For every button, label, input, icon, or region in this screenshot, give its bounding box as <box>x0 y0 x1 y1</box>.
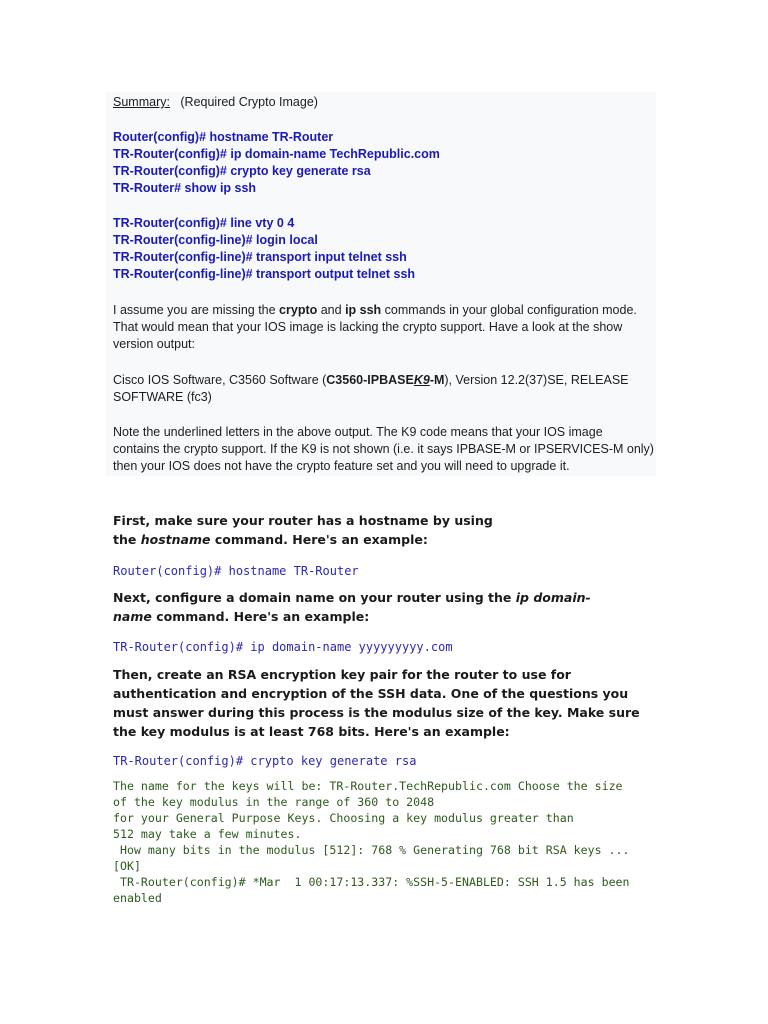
summary-heading <box>113 94 318 111</box>
summary-paragraph-line: That would mean that your IOS image is lacking the crypto support. Have a look at the show <box>113 320 623 334</box>
summary-command: Router(config)# hostname TR-Router <box>113 130 334 144</box>
summary-note: (Required Crypto Image) <box>180 95 318 109</box>
k9-underlined: K9 <box>413 373 430 387</box>
summary-paragraph-line: then your IOS does not have the crypto feature set and you will need to upgrade it. <box>113 459 570 473</box>
text-run: ), Version 12.2(37)SE, RELEASE <box>444 373 629 387</box>
summary-command: TR-Router(config)# ip domain-name TechRepublic.com <box>113 147 440 161</box>
text-run: Cisco IOS Software, C3560 Software ( <box>113 373 327 387</box>
article-paragraph-line: must answer during this process is the modulus size of the key. Make sure <box>113 705 640 720</box>
output-line: for your General Purpose Keys. Choosing a key modulus greater than <box>113 811 574 825</box>
output-line: TR-Router(config)# *Mar 1 00:17:13.337: %SSH-5-ENABLED: SSH 1.5 has been <box>113 875 630 889</box>
output-line: [OK] <box>113 859 141 873</box>
output-line: of the key modulus in the range of 360 to 2048 <box>113 795 435 809</box>
text-run-bold: -M <box>429 373 445 387</box>
summary-command: TR-Router# show ip ssh <box>113 181 257 195</box>
text-run: I assume you are missing the <box>113 303 280 317</box>
summary-paragraph-line: version output: <box>113 337 195 351</box>
summary-command: TR-Router(config-line)# login local <box>113 233 318 247</box>
article-paragraph-line <box>113 588 591 607</box>
output-line: enabled <box>113 891 162 905</box>
article-paragraph-line <box>113 607 369 626</box>
summary-paragraph-line: Note the underlined letters in the above output. The K9 code means that your IOS image <box>113 425 603 439</box>
code-line: TR-Router(config)# ip domain-name yyyyyyyyy.com <box>113 640 453 654</box>
code-line: Router(config)# hostname TR-Router <box>113 564 359 578</box>
text-run: and <box>317 303 346 317</box>
summary-paragraph-line <box>113 302 637 319</box>
article-paragraph-line <box>113 530 428 549</box>
text-run: Next, configure a domain name on your router using the <box>113 590 516 605</box>
text-run-italic: name <box>113 609 152 624</box>
text-run: command. Here's an example: <box>151 609 370 624</box>
output-line: The name for the keys will be: TR-Router.TechRepublic.com Choose the size <box>113 779 623 793</box>
summary-command: TR-Router(config-line)# transport input telnet ssh <box>113 250 407 264</box>
text-run-italic: ip domain- <box>515 590 591 605</box>
text-run: commands in your global configuration mode. <box>381 303 637 317</box>
output-line: 512 may take a few minutes. <box>113 827 302 841</box>
summary-command: TR-Router(config)# line vty 0 4 <box>113 216 295 230</box>
article-paragraph-line: First, make sure your router has a hostname by using <box>113 513 493 528</box>
article-paragraph-line: Then, create an RSA encryption key pair for the router to use for <box>113 667 571 682</box>
summary-paragraph-line: contains the crypto support. If the K9 is not shown (i.e. it says IPBASE-M or IPSERVICES-M only) <box>113 442 654 456</box>
text-run: the <box>113 532 141 547</box>
summary-command: TR-Router(config-line)# transport output telnet ssh <box>113 267 416 281</box>
summary-command: TR-Router(config)# crypto key generate rsa <box>113 164 371 178</box>
text-run-bold: crypto <box>279 303 318 317</box>
article-paragraph-line: the key modulus is at least 768 bits. Here's an example: <box>113 724 510 739</box>
code-line: TR-Router(config)# crypto key generate rsa <box>113 754 417 768</box>
text-run: command. Here's an example: <box>210 532 428 547</box>
output-line: How many bits in the modulus [512]: 768 % Generating 768 bit RSA keys ... <box>113 843 630 857</box>
summary-label: Summary: <box>113 95 170 109</box>
text-run-italic: hostname <box>140 532 211 547</box>
summary-paragraph-line <box>113 372 629 389</box>
text-run-bold: C3560-IPBASE <box>326 373 414 387</box>
text-run-bold: ip ssh <box>345 303 382 317</box>
article-paragraph-line: authentication and encryption of the SSH data. One of the questions you <box>113 686 629 701</box>
summary-paragraph-line: SOFTWARE (fc3) <box>113 390 212 404</box>
